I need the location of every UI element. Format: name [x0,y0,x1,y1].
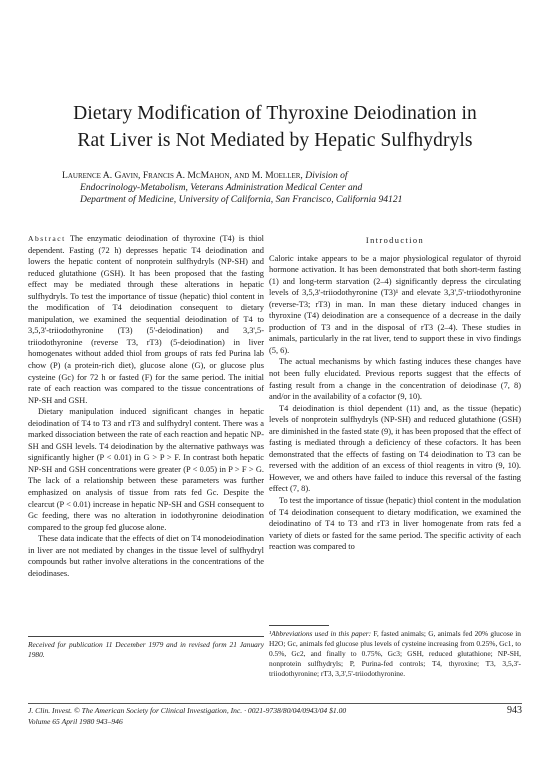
abstract-label: Abstract [28,234,66,243]
abstract-paragraph-2: Dietary manipulation induced significant changes in hepatic deiodination of T4 to T3 and rT3 and sulfhydryl content. There was a marked dissociation between the rate of each reaction and hepatic NP-SH and GSH levels. T4 deiodination by the alternative pathways was significantly higher (P < 0.01) in G > P > F. In contrast both hepatic NP-SH and GSH concentrations were greater (P < 0.05) in P > F > G. The lack of a relationship between these parameters was further emphasized on analysis of tissue from rats fed Gc. Despite the clearcut (P < 0.01) increase in hepatic NP-SH and GSH consequent to Gc feeding, there was no alteration in iodothyronine deiodination compared to the group fed glucose alone. [28,407,264,532]
page-footer [28,706,522,727]
title-line-1: Dietary Modification of Thyroxine Deiodination in [73,103,477,124]
footnote-rule [269,625,329,626]
intro-paragraph-2: The actual mechanisms by which fasting induces these changes have not been fully elucidated. Previous reports suggest that the effects of fasting result from a change in the concentration of deiodinase (7, 8) and/or in the availability of a cofactor (9, 10). [269,357,521,402]
footnote-lead: ¹Abbreviations used in this paper: [269,629,372,638]
abstract-paragraph-3: These data indicate that the effects of diet on T4 monodeiodination in liver are not mediated by changes in the tissue level of sulfhydryl compounds but rather involve alterations in the concentrations of the deiodinases. [28,534,264,578]
received-note: Received for publication 11 December 1979 and in revised form 21 January 1980. [28,636,264,660]
footer-rule [28,703,522,704]
footnote-text: F, fasted animals; G, animals fed 20% glucose in H2O; Gc, animals fed glucose plus levels of cysteine increasing from 0.25%, Gc1, to 0.5%, Gc2, and finally to 0.75%, Gc3; GSH, reduced glutathione; NP-SH, nonprotein sulfhydryls; P, Purina-fed controls; T4, thyroxine; T3, 3,5,3'-triiodothyronine; rT3, 3,3',5'-triiodothyronine. [269,629,521,678]
page-number: 943 [507,705,522,716]
title-line-2: Rat Liver is Not Mediated by Hepatic Sulfhydryls [77,130,473,151]
affiliation-1: Division of [302,170,348,181]
introduction-column [269,233,521,553]
author-names: Laurence A. Gavin, Francis A. McMahon, [62,170,232,181]
abstract-text-1: The enzymatic deiodination of thyroxine (T4) is thiol dependent. Fasting (72 h) depresses hepatic T4 deiodination and lowers the hepatic content of nonprotein sulfhydryls (NP-SH) and reduced glutathione (GSH). It has been proposed that the fasting effect may be mediated through these alterations in hepatic sulfhydryls. To test the importance of tissue (hepatic) thiol content in the modification of T4 deiodination consequent to dietary manipulation, we examined the sequential deiodination of T4 to 3,5,3'-triiodothyronine (T3) (5'-deiodination) and 3,3',5-triiodothyronine (reverse T3, rT3) (5-deiodination) in liver homogenates without added thiol from groups of rats fed Purina lab chow (P) (a protein-rich diet), glucose alone (G), or glucose plus cysteine (Gc) for 72 h or fasted (F) for the same period. The initial rate of each reaction was compared to the tissue concentrations of NP-SH and GSH. [28,234,264,405]
affiliation-3: Department of Medicine, University of California, San Francisco, California 94121 [80,194,403,206]
intro-paragraph-4: To test the importance of tissue (hepatic) thiol content in the modulation of T4 deiodination consequent to dietary modification, we examined the deiodinatino of T4 to T3 and rT3 in liver homogenate from rats fed a variety of diets or fasted for the same period. The specific activity of each reaction was compared to [269,496,521,552]
affiliation-2: Endocrinology-Metabolism, Veterans Administration Medical Center and [80,182,363,194]
journal-citation: J. Clin. Invest. © The American Society for Clinical Investigation, Inc. · 0021-9738/80/04/0943/04 $1.00 [28,706,347,715]
article-title [0,100,550,154]
introduction-heading: Introduction [365,236,425,245]
abstract-column [28,233,264,579]
abstract-paragraph-1 [28,233,264,406]
abbreviations-footnote [269,629,521,679]
intro-paragraph-1: Caloric intake appears to be a major physiological regulator of thyroid hormone activation. It has been demonstrated that both short-term fasting (1) and long-term starvation (2–4) significantly depress the circulating levels of 3,5,3'-triiodothyronine (T3)¹ and elevate 3,3',5'-triiodothyronine (reverse-T3; rT3) in man. In man these dietary induced changes in thyroxine (T4) deiodination are a consequence of a decrease in the daily production of T3 and in the disposal of rT3 (2–4). These studies in animals, particularly in the rat liver, tend to support these in vivo findings (5, 6). [269,253,521,355]
intro-paragraph-3: T4 deiodination is thiol dependent (11) and, as the tissue (hepatic) levels of nonprotein sulfhydryls (NP-SH) and reduced glutathione (GSH) are diminished in the fasted state (9), it has been proposed that the effect of fasting is mediated through a deficiency of these cofactors. It has been demonstrated that the effects of fasting on T4 deiodination to T3 can be reversed with the addition of an excess of thiol reagents in vitro (9, 10). However, we and others have failed to induce this reversal of the fasting effect (7, 8). [269,403,521,494]
author-block [62,170,502,207]
volume-info: Volume 65 April 1980 943–946 [28,716,123,726]
author-last: and M. Moeller, [231,170,303,181]
